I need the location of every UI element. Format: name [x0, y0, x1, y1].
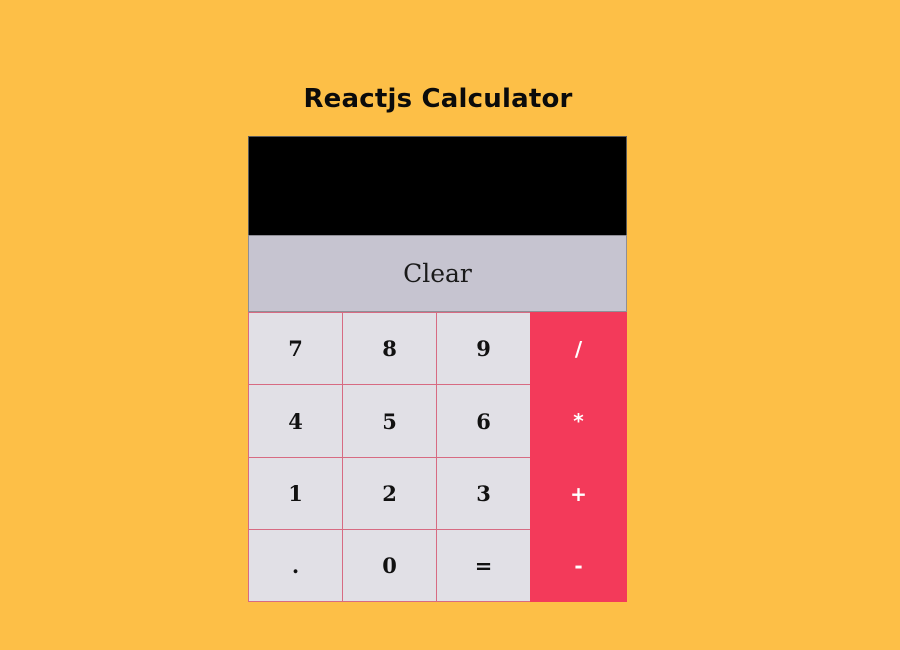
key-plus[interactable]: +	[530, 457, 627, 530]
key-equals[interactable]: =	[436, 529, 531, 602]
calculator	[248, 136, 627, 602]
key-divide[interactable]: /	[530, 312, 627, 385]
key-2[interactable]: 2	[342, 457, 437, 530]
key-3[interactable]: 3	[436, 457, 531, 530]
key-0[interactable]: 0	[342, 529, 437, 602]
key-1[interactable]: 1	[248, 457, 343, 530]
key-multiply[interactable]: *	[530, 384, 627, 458]
page-title: Reactjs Calculator	[303, 84, 573, 114]
key-minus[interactable]: -	[530, 529, 627, 602]
key-7[interactable]: 7	[248, 312, 343, 385]
display	[248, 136, 627, 236]
key-decimal[interactable]: .	[248, 529, 343, 602]
keypad	[248, 312, 627, 602]
key-6[interactable]: 6	[436, 384, 531, 458]
key-5[interactable]: 5	[342, 384, 437, 458]
key-8[interactable]: 8	[342, 312, 437, 385]
key-9[interactable]: 9	[436, 312, 531, 385]
key-4[interactable]: 4	[248, 384, 343, 458]
clear-button[interactable]: Clear	[248, 235, 627, 312]
